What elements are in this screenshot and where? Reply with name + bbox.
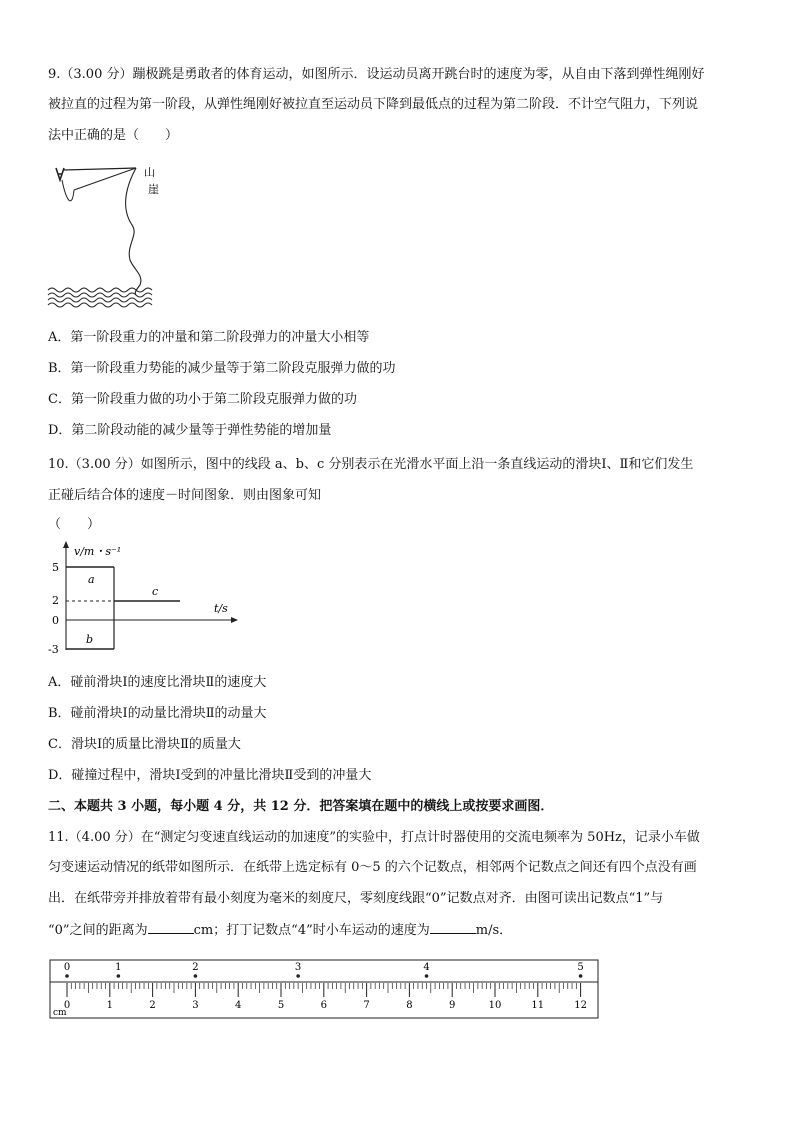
ruler-cm-label: 5 [277, 1000, 285, 1011]
q10-text-line2: 正碰后结合体的速度－时间图象．则由图象可知 [48, 488, 322, 503]
q9-text-line3: 法中正确的是（ ） [48, 128, 179, 143]
count-point-label: 3 [294, 962, 302, 973]
q9-option-a: A．第一阶段重力的冲量和第二阶段弹力的冲量大小相等 [48, 330, 370, 345]
fig-label-shan: 山 [144, 166, 155, 179]
ruler-unit: cm [53, 1008, 67, 1018]
fig-label-ya: 崖 [148, 183, 159, 196]
count-point-dot [425, 974, 429, 978]
tick-5: 5 [52, 561, 59, 574]
q11-line4-part-a: “0”之间的距离为 [48, 923, 148, 938]
q9-option-c: C．第一阶段重力做的功小于第二阶段克服弹力做的功 [48, 392, 357, 407]
paper-tape [50, 960, 598, 982]
ruler-cm-label: 12 [574, 1000, 587, 1011]
count-point-label: 2 [192, 962, 199, 973]
y-axis-label: v/m・s⁻¹ [74, 545, 122, 558]
tick-0: 0 [52, 614, 59, 627]
tick-2: 2 [52, 594, 59, 607]
answer-blank-velocity[interactable] [430, 921, 476, 934]
x-axis-label: t/s [214, 602, 228, 615]
ruler-cm-label: 8 [406, 1000, 413, 1011]
count-point-dot [65, 974, 69, 978]
ruler-cm-label: 0 [63, 1000, 71, 1011]
count-point-label: 1 [115, 962, 122, 973]
q11-line4-part-b: cm；打丁记数点“4”时小车运动的速度为 [193, 923, 430, 938]
ruler-cm-label: 2 [149, 1000, 156, 1011]
ruler-cm-label: 11 [531, 1000, 545, 1011]
q10-option-b: B．碰前滑块Ⅰ的动量比滑块Ⅱ的动量大 [48, 706, 267, 721]
answer-blank-distance[interactable] [148, 921, 194, 934]
ruler-cm-label: 1 [106, 1000, 113, 1011]
label-a: a [88, 573, 95, 586]
q9-option-d: D．第二阶段动能的减少量等于弹性势能的增加量 [48, 423, 332, 438]
q11-line4-part-c: m/s． [475, 923, 513, 938]
label-b: b [86, 633, 94, 646]
ruler-cm-label: 7 [363, 1000, 370, 1011]
y-axis-arrow [63, 541, 69, 548]
ruler-cm-label: 4 [235, 1000, 242, 1011]
q10-option-a: A．碰前滑块Ⅰ的速度比滑块Ⅱ的速度大 [48, 675, 267, 690]
count-point-dot [194, 974, 198, 978]
x-axis-arrow [231, 617, 238, 623]
ruler-cm-label: 6 [320, 1000, 327, 1011]
bungee-figure [44, 160, 174, 310]
q10-text-line3: （ ） [48, 517, 101, 532]
count-point-dot [117, 974, 121, 978]
count-point-label: 4 [423, 962, 430, 973]
velocity-time-graph [44, 538, 244, 658]
q10-option-d: D．碰撞过程中，滑块Ⅰ受到的冲量比滑块Ⅱ受到的冲量大 [48, 768, 372, 783]
tick-neg3: -3 [48, 643, 59, 656]
ruler-cm-label: 10 [488, 1000, 502, 1011]
water-waves [48, 288, 152, 307]
ruler-figure [46, 956, 602, 1022]
q9-option-b: B．第一阶段重力势能的减少量等于第二阶段克服弹力做的功 [48, 361, 396, 376]
q11-text-line2: 匀变速运动情况的纸带如图所示．在纸带上选定标有 0～5 的六个记数点，相邻两个记数点之间还有四个点没有画 [48, 860, 697, 875]
label-c: c [152, 585, 159, 598]
count-point-label: 5 [577, 962, 584, 973]
q11-text-line3: 出．在纸带旁并排放着带有最小刻度为毫米的刻度尺，零刻度线跟“0”记数点对齐．由图可读出记数点“1”与 [48, 891, 664, 906]
section2-heading: 二、本题共 3 小题，每小题 4 分，共 12 分．把答案填在题中的横线上或按要求画图． [48, 799, 554, 814]
q11-text-line1: 11.（4.00 分）在“测定匀变速直线运动的加速度”的实验中，打点计时器使用的交流电频率为 50Hz，记录小车做 [48, 830, 700, 845]
ruler-cm-label: 9 [449, 1000, 456, 1011]
q10-option-c: C．滑块Ⅰ的质量比滑块Ⅱ的质量大 [48, 737, 241, 752]
q11-text-line4 [48, 921, 512, 940]
q9-text-line2: 被拉直的过程为第一阶段，从弹性绳刚好被拉直至运动员下降到最低点的过程为第二阶段．不计空气阻力，下列说 [48, 97, 699, 112]
count-point-label: 0 [63, 962, 71, 973]
count-point-dot [579, 974, 583, 978]
ruler-cm-label: 3 [192, 1000, 199, 1011]
q9-text-line1: 9.（3.00 分）蹦极跳是勇敢者的体育运动，如图所示．设运动员离开跳台时的速度为零，从自由下落到弹性绳刚好 [48, 67, 705, 82]
count-point-dot [296, 974, 300, 978]
q10-text-line1: 10.（3.00 分）如图所示，图中的线段 a、b、c 分别表示在光滑水平面上沿一条直线运动的滑块Ⅰ、Ⅱ和它们发生 [48, 457, 694, 472]
